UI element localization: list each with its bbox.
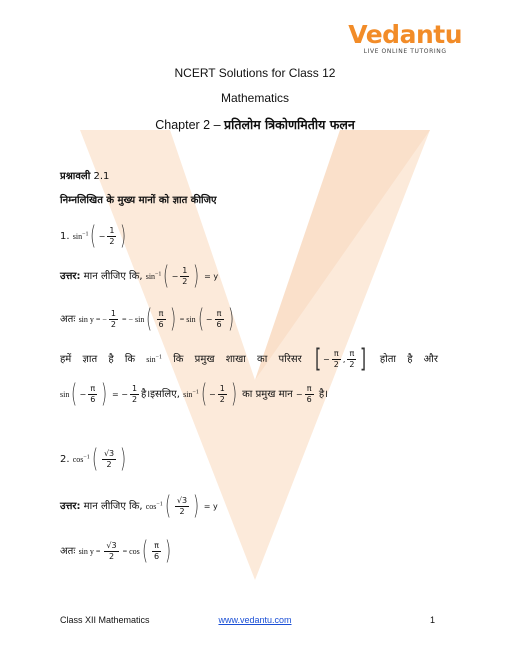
q1-answer-label: उत्तर: <box>60 271 81 282</box>
footer-link[interactable]: www.vedantu.com <box>218 615 292 625</box>
q1-therefore-line: अतः sin y = − $\frac{1}{2}$ = − sin( $\frac{\pi}{6}$ ) = sin( − $\frac{\pi}{6}$ ) <box>60 304 234 334</box>
footer-class: Class XII Mathematics <box>60 615 150 625</box>
q1-end-text: है। <box>318 389 329 400</box>
question-1: 1. $\sin^{-1}$( − $\frac{1}{2}$ ) <box>60 221 127 251</box>
chapter-title: प्रतिलोम त्रिकोणमितीय फलन <box>224 117 355 132</box>
chapter-heading <box>0 116 510 133</box>
exercise-number: 2.1 <box>93 171 110 182</box>
q1-range-line: हमें ज्ञात है कि $\sin^{-1}$ कि प्रमुख शाखा का परिसर [ − $\frac{\pi}{2}$ , $\frac{\pi}{2}$ ] होता है और <box>60 344 439 374</box>
q1-hence-text: है।इसलिए, <box>141 389 180 400</box>
q2-answer-line: उत्तर: मान लीजिए कि, $\cos^{-1}$( $\frac{√3}{2}$ ) = y <box>60 491 218 521</box>
q1-result-line: sin( − $\frac{\pi}{6}$ ) = − $\frac{1}{2}$ है।इसलिए, $\sin^{-1}$( − $\frac{1}{2}$ ) का प्रमुख मान − $\frac{\pi}{6}$ है। <box>60 379 329 409</box>
q1-principal-value-text: का प्रमुख मान <box>242 389 293 400</box>
instruction-text: निम्नलिखित के मुख्य मानों को ज्ञात कीजिए <box>60 195 217 206</box>
q1-principal-text: कि प्रमुख शाखा का परिसर <box>173 354 302 365</box>
doc-title: NCERT Solutions for Class 12 <box>174 66 336 80</box>
q1-is-and-text: होता है और <box>379 354 439 365</box>
question-2: 2. $\cos^{-1}$( $\frac{√3}{2}$ ) <box>60 444 127 474</box>
q1-answer-line: उत्तर: मान लीजिए कि, $\sin^{-1}$( − $\frac{1}{2}$ ) = y <box>60 261 219 291</box>
chapter-prefix: Chapter 2 – <box>155 118 225 132</box>
exercise-label: प्रश्नावली <box>60 171 91 182</box>
brand-logo <box>348 22 462 55</box>
brand-tagline: LIVE ONLINE TUTORING <box>363 48 447 55</box>
brand-name: Vedantu <box>348 20 462 49</box>
q2-therefore-text: अतः <box>60 546 76 557</box>
exercise-heading <box>60 168 109 182</box>
q1-known-text: हमें ज्ञात है कि <box>60 354 136 365</box>
q1-therefore-text: अतः <box>60 314 76 325</box>
q2-answer-label: उत्तर: <box>60 501 81 512</box>
doc-subject: Mathematics <box>220 91 290 105</box>
q2-number: 2. <box>60 454 70 465</box>
q1-assume-text: मान लीजिए कि, <box>83 271 143 282</box>
q1-number: 1. <box>60 231 70 242</box>
q2-therefore-line: अतः sin y = $\frac{√3}{2}$ = cos( $\frac{\pi}{6}$ ) <box>60 536 172 566</box>
q2-assume-text: मान लीजिए कि, <box>83 501 143 512</box>
page-number: 1 <box>430 615 436 625</box>
